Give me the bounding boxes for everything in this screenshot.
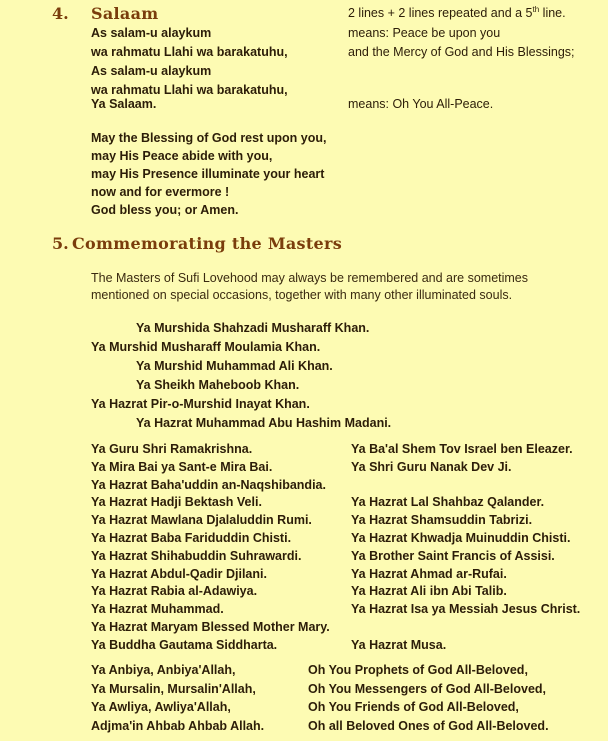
- master-right: Ya Brother Saint Francis of Assisi.: [351, 548, 555, 563]
- blessing-line: may His Peace abide with you,: [91, 149, 273, 163]
- master-left: Ya Hazrat Hadji Bektash Veli.: [91, 495, 262, 510]
- master-left: Ya Hazrat Abdul-Qadir Djilani.: [91, 566, 267, 581]
- lineage-line: Ya Murshid Muhammad Ali Khan.: [136, 359, 333, 373]
- master-left: Ya Hazrat Mawlana Djalaluddin Rumi.: [91, 513, 312, 528]
- master-left: Ya Mira Bai ya Sant-e Mira Bai.: [91, 459, 273, 474]
- closing-left: Ya Anbiya, Anbiya'Allah,: [91, 663, 236, 677]
- master-left: Ya Hazrat Muhammad.: [91, 602, 224, 617]
- salaam-line: As salam-u alaykum: [91, 26, 212, 40]
- blessing-line: now and for evermore !: [91, 185, 230, 199]
- salaam-line: wa rahmatu Llahi wa barakatuhu,: [91, 45, 288, 59]
- salaam-meaning: means: Oh You All-Peace.: [348, 97, 494, 111]
- lineage-line: Ya Hazrat Muhammad Abu Hashim Madani.: [136, 416, 392, 430]
- section-title-salaam: Salaam: [91, 4, 159, 23]
- blessing-line: God bless you; or Amen.: [91, 203, 239, 217]
- master-left: Ya Hazrat Rabia al-Adawiya.: [91, 584, 258, 599]
- master-right: Ya Hazrat Isa ya Messiah Jesus Christ.: [351, 602, 581, 617]
- master-right: Ya Hazrat Shamsuddin Tabrizi.: [351, 513, 533, 528]
- lineage-line: Ya Murshida Shahzadi Musharaff Khan.: [136, 321, 370, 335]
- master-left: Ya Guru Shri Ramakrishna.: [91, 442, 253, 456]
- salaam-meaning: and the Mercy of God and His Blessings;: [348, 45, 575, 59]
- master-left: Ya Buddha Gautama Siddharta.: [91, 637, 278, 652]
- blessing-line: may His Presence illuminate your heart: [91, 167, 325, 181]
- closing-right: Oh You Messengers of God All-Beloved,: [308, 681, 547, 696]
- intro-line: mentioned on special occasions, together with many other illuminated souls.: [91, 288, 513, 302]
- closing-left: Ya Awliya, Awliya'Allah,: [91, 700, 231, 715]
- master-left: Ya Hazrat Maryam Blessed Mother Mary.: [91, 620, 330, 634]
- master-right: Ya Hazrat Lal Shahbaz Qalander.: [351, 495, 545, 510]
- master-left: Ya Hazrat Baha'uddin an-Naqshibandia.: [91, 477, 326, 492]
- section-number: 4.: [52, 4, 69, 23]
- lineage-line: Ya Sheikh Maheboob Khan.: [136, 378, 300, 392]
- master-left: Ya Hazrat Shihabuddin Suhrawardi.: [91, 548, 302, 563]
- master-right: Ya Shri Guru Nanak Dev Ji.: [351, 459, 512, 474]
- closing-right: Oh all Beloved Ones of God All-Beloved.: [308, 718, 549, 733]
- master-right: Ya Hazrat Musa.: [351, 637, 447, 652]
- salaam-line: As salam-u alaykum: [91, 64, 212, 78]
- closing-left: Ya Mursalin, Mursalin'Allah,: [91, 681, 256, 696]
- blessing-line: May the Blessing of God rest upon you,: [91, 131, 327, 145]
- salaam-line: wa rahmatu Llahi wa barakatuhu,: [91, 83, 288, 97]
- closing-right: Oh You Friends of God All-Beloved,: [308, 700, 519, 715]
- lineage-line: Ya Hazrat Pir-o-Murshid Inayat Khan.: [91, 397, 310, 411]
- master-right: Ya Hazrat Ahmad ar-Rufai.: [351, 566, 507, 581]
- master-left: Ya Hazrat Baba Fariduddin Chisti.: [91, 531, 292, 545]
- closing-right: Oh You Prophets of God All-Beloved,: [308, 663, 528, 677]
- section-title-commemorating: Commemorating the Masters: [72, 234, 343, 253]
- salaam-meaning: means: Peace be upon you: [348, 26, 501, 40]
- lineage-line: Ya Murshid Musharaff Moulamia Khan.: [91, 340, 321, 354]
- salaam-note: 2 lines + 2 lines repeated and a 5th line.: [348, 5, 566, 21]
- salaam-line: Ya Salaam.: [91, 97, 157, 111]
- intro-line: The Masters of Sufi Lovehood may always be remembered and are sometimes: [91, 271, 529, 285]
- master-right: Ya Hazrat Khwadja Muinuddin Chisti.: [351, 531, 571, 545]
- master-right: Ya Hazrat Ali ibn Abi Talib.: [351, 584, 507, 599]
- master-right: Ya Ba'al Shem Tov Israel ben Eleazer.: [351, 442, 573, 456]
- closing-left: Adjma'in Ahbab Ahbab Allah.: [91, 718, 265, 733]
- section-number: 5.: [52, 234, 69, 253]
